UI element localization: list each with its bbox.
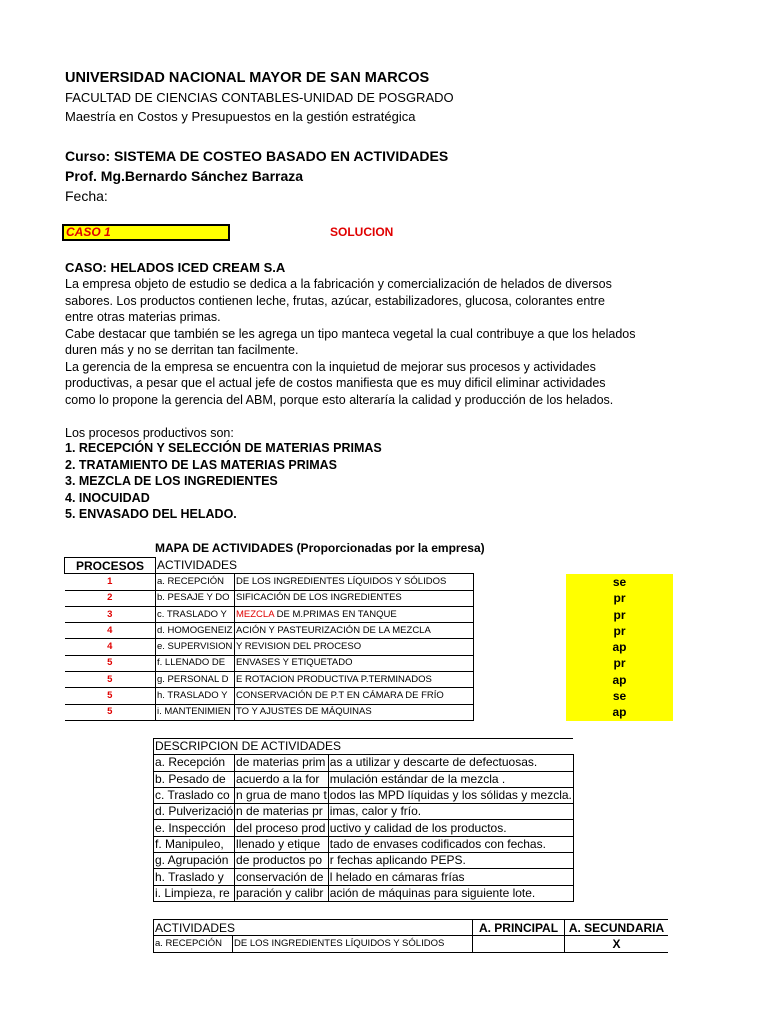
description-cell: c. Traslado co [154, 787, 235, 803]
table-row [65, 688, 474, 704]
case-line: sabores. Los productos contienen leche, frutas, azúcar, estabilizadores, glucosa, colorantes entre [65, 293, 605, 308]
process-number: 5 [65, 655, 156, 671]
activity-cell: DE LOS INGREDIENTES LÍQUIDOS Y SÓLIDOS [235, 574, 474, 590]
col-procesos: PROCESOS [65, 558, 156, 574]
activity-type: ap [612, 705, 627, 720]
table-row [65, 655, 474, 671]
table-row [65, 574, 474, 590]
activity-cell: SIFICACIÓN DE LOS INGREDIENTES [235, 590, 474, 606]
activity-cell: E ROTACION PRODUCTIVA P.TERMINADOS [235, 672, 474, 688]
description-cell: conservación de [235, 869, 329, 885]
process-item: 1. RECEPCIÓN Y SELECCIÓN DE MATERIAS PRIMAS [65, 441, 382, 455]
description-cell: g. Agrupación [154, 853, 235, 869]
case-line: productivas, a pesar que el actual jefe de costos manifiesta que es muy dificil eliminar actividades [65, 376, 606, 390]
process-item: 2. TRATAMIENTO DE LAS MATERIAS PRIMAS [65, 457, 337, 472]
case-line: como lo propone la gerencia del ABM, porque esto alteraría la calidad y producción de los helados. [65, 392, 614, 407]
processes-intro: Los procesos productivos son: [65, 425, 234, 440]
process-number: 3 [65, 606, 156, 622]
col-principal: A. PRINCIPAL [473, 920, 565, 936]
description-cell: de materias prim [235, 755, 329, 771]
mapa-title: MAPA DE ACTIVIDADES (Proporcionadas por la empresa) [155, 541, 485, 555]
col-actividades: ACTIVIDADES [154, 920, 473, 936]
description-cell: imas, calor y frío. [328, 804, 573, 820]
description-cell: mulación estándar de la mezcla . [328, 771, 573, 787]
table-row [65, 704, 474, 720]
table-row [154, 820, 574, 836]
activity-type: se [612, 575, 627, 589]
activity-cell: ENVASES Y ETIQUETADO [235, 655, 474, 671]
activity-type: pr [613, 591, 626, 606]
process-item: 4. INOCUIDAD [65, 490, 150, 505]
activity-cell: h. TRASLADO Y [156, 688, 235, 704]
activity-cell: a. RECEPCIÓN [154, 936, 233, 952]
table-header-row [154, 920, 669, 936]
case-description [65, 276, 636, 441]
case-line: entre otras materias primas. [65, 310, 221, 324]
process-number: 5 [65, 672, 156, 688]
description-cell: uctivo y calidad de los productos. [328, 820, 573, 836]
table-row [65, 639, 474, 655]
activity-cell: Y REVISION DEL PROCESO [235, 639, 474, 655]
case-line: La gerencia de la empresa se encuentra con la inquietud de mejorar sus procesos y actividades [65, 359, 596, 374]
process-number: 1 [65, 574, 156, 590]
description-cell: as a utilizar y descarte de defectuosas. [328, 755, 573, 771]
description-cell: d. Pulverizació [155, 804, 234, 819]
table-row [154, 771, 574, 787]
description-cell: f. Manipuleo, [154, 836, 235, 852]
description-cell: n de materias pr [235, 804, 329, 820]
table-row [154, 869, 574, 885]
activity-cell: TO Y AJUSTES DE MÁQUINAS [235, 704, 474, 720]
faculty-line: FACULTAD DE CIENCIAS CONTABLES-UNIDAD DE POSGRADO [65, 90, 454, 105]
activity-type: pr [613, 623, 626, 638]
masters-line: Maestría en Costos y Presupuestos en la gestión estratégica [65, 109, 416, 124]
description-cell: b. Pesado de [154, 771, 235, 787]
process-list [65, 440, 382, 523]
description-cell: r fechas aplicando PEPS. [328, 853, 573, 869]
table-row [65, 672, 474, 688]
description-title: DESCRIPCION DE ACTIVIDADES [154, 739, 574, 755]
col-actividades: ACTIVIDADES [156, 558, 474, 574]
activity-cell: i. MANTENIMIEN [156, 704, 235, 720]
professor-line: Prof. Mg.Bernardo Sánchez Barraza [65, 168, 304, 184]
description-cell: del proceso prod [235, 820, 329, 836]
process-number: 5 [65, 688, 156, 704]
description-cell: odos las MPD líquidas y los sólidas y mezcla. [329, 788, 572, 803]
activity-cell: ACIÓN Y PASTEURIZACIÓN DE LA MEZCLA [235, 623, 474, 639]
highlighted-word: MEZCLA [236, 608, 275, 620]
description-cell: de productos po [235, 853, 329, 869]
activity-type: ap [612, 672, 627, 687]
activity-classification-table [153, 919, 668, 953]
activity-cell: e. SUPERVISION [156, 639, 235, 655]
table-header-row [65, 558, 474, 574]
description-cell: l helado en cámaras frías [328, 869, 573, 885]
table-row [154, 853, 574, 869]
activity-cell: f. LLENADO DE [156, 655, 235, 671]
table-row [154, 804, 574, 820]
description-cell: e. Inspección [154, 820, 235, 836]
description-cell: tado de envases codificados con fechas. [328, 836, 573, 852]
table-row [154, 755, 574, 771]
activity-type: se [612, 689, 627, 704]
description-cell: a. Recepción [154, 755, 235, 771]
activity-cell: a. RECEPCIÓN [156, 574, 235, 590]
activity-cell: g. PERSONAL D [156, 672, 235, 688]
description-cell: i. Limpieza, re [154, 885, 235, 901]
secundaria-mark: X [565, 936, 669, 952]
university-title: UNIVERSIDAD NACIONAL MAYOR DE SAN MARCOS [65, 70, 430, 86]
activity-cell: DE LOS INGREDIENTES LÍQUIDOS Y SÓLIDOS [233, 936, 473, 952]
activity-type: pr [613, 607, 626, 622]
description-cell: llenado y etique [235, 836, 329, 852]
table-header-row [154, 739, 574, 755]
solution-label: SOLUCION [330, 225, 394, 239]
process-number: 2 [65, 590, 156, 606]
activity-cell: c. TRASLADO Y [156, 606, 235, 622]
process-number: 5 [65, 704, 156, 720]
activity-type-column [566, 574, 673, 721]
description-cell: ación de máquinas para siguiente lote. [328, 885, 573, 901]
process-item: 5. ENVASADO DEL HELADO. [65, 507, 237, 521]
activity-type: pr [613, 656, 626, 671]
process-item: 3. MEZCLA DE LOS INGREDIENTES [65, 474, 278, 488]
activity-type: ap [612, 640, 627, 655]
course-line: Curso: SISTEMA DE COSTEO BASADO EN ACTIVIDADES [65, 148, 449, 164]
description-cell: paración y calibr [235, 885, 329, 901]
activity-cell: CONSERVACIÓN DE P.T EN CÁMARA DE FRÍO [235, 688, 474, 704]
case-line: Cabe destacar que también se les agrega un tipo manteca vegetal la cual contribuye a que los helados [65, 326, 636, 341]
activity-description-table [153, 738, 574, 902]
table-row [65, 606, 474, 622]
description-cell: n grua de mano t [236, 788, 327, 803]
activity-cell: d. HOMOGENEIZ [156, 623, 235, 639]
table-row [65, 623, 474, 639]
table-row [154, 936, 669, 952]
col-secundaria: A. SECUNDARIA [565, 920, 669, 936]
activity-map-table [64, 557, 474, 721]
case-title: CASO: HELADOS ICED CREAM S.A [65, 260, 286, 275]
principal-mark [473, 936, 565, 952]
process-number: 4 [65, 639, 156, 655]
activity-text: DE M.PRIMAS EN TANQUE [274, 608, 397, 620]
process-number: 4 [65, 623, 156, 639]
description-cell: acuerdo a la for [235, 771, 329, 787]
table-row [65, 590, 474, 606]
table-row [154, 836, 574, 852]
case-line: duren más y no se derritan tan facilmente. [65, 343, 299, 357]
case-label-cell [62, 224, 230, 241]
activity-cell: b. PESAJE Y DO [156, 590, 235, 606]
case-label: CASO 1 [66, 225, 111, 239]
case-line: La empresa objeto de estudio se dedica a la fabricación y comercialización de helados de diversos [65, 277, 612, 291]
activity-cell [235, 606, 474, 622]
date-label: Fecha: [65, 188, 108, 204]
table-row [154, 787, 574, 803]
table-row [154, 885, 574, 901]
description-cell: h. Traslado y [154, 869, 235, 885]
